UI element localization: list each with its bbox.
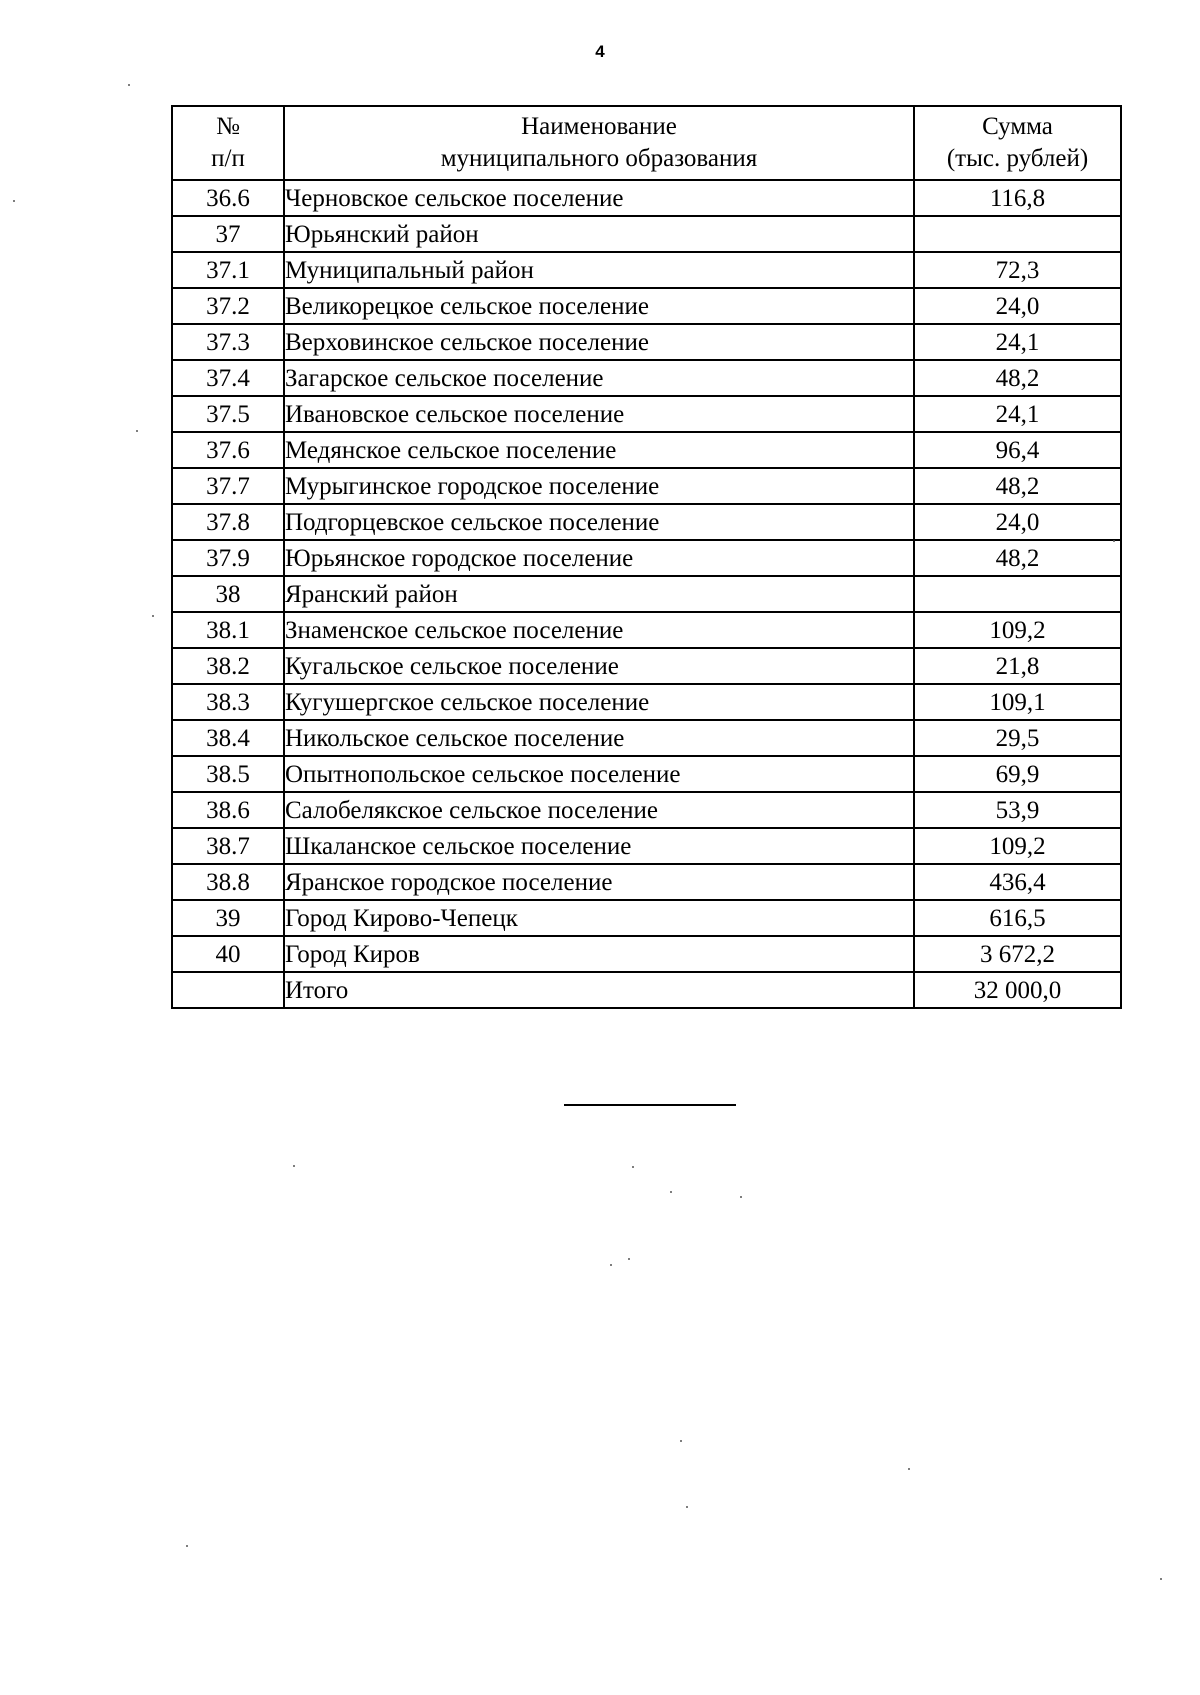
- row-number-cell: 37.1: [172, 252, 284, 288]
- municipality-name-cell: Никольское сельское поселение: [284, 720, 914, 756]
- amount-cell: 3 672,2: [914, 936, 1121, 972]
- amount-cell: 32 000,0: [914, 972, 1121, 1008]
- header-name-line1: Наименование: [521, 112, 677, 140]
- municipality-name-cell: Медянское сельское поселение: [284, 432, 914, 468]
- amount-cell: 69,9: [914, 756, 1121, 792]
- header-number: [172, 106, 284, 180]
- header-row: [172, 106, 1121, 180]
- header-sum-line2: (тыс. рублей): [946, 145, 1089, 172]
- municipality-name-cell: Верховинское сельское поселение: [284, 324, 914, 360]
- row-number-cell: [172, 972, 284, 1008]
- header-name: [284, 106, 914, 180]
- municipality-name-cell: Подгорцевское сельское поселение: [284, 504, 914, 540]
- table-row: [172, 720, 1121, 756]
- scan-speck: [128, 84, 130, 86]
- row-number-cell: 38.4: [172, 720, 284, 756]
- municipality-name-cell: Ивановское сельское поселение: [284, 396, 914, 432]
- table-row: [172, 252, 1121, 288]
- table-row: [172, 180, 1121, 216]
- amount-cell: 109,2: [914, 828, 1121, 864]
- municipality-name-cell: Мурыгинское городское поселение: [284, 468, 914, 504]
- scan-speck: [686, 1506, 688, 1508]
- amount-cell: 109,2: [914, 612, 1121, 648]
- table-row: [172, 468, 1121, 504]
- table-header: [172, 106, 1121, 180]
- municipality-name-cell: Шкаланское сельское поселение: [284, 828, 914, 864]
- table-row: [172, 432, 1121, 468]
- header-number-line2: п/п: [211, 145, 245, 172]
- row-number-cell: 37.8: [172, 504, 284, 540]
- amount-cell: 616,5: [914, 900, 1121, 936]
- scan-speck: [1160, 1578, 1162, 1580]
- row-number-cell: 40: [172, 936, 284, 972]
- amount-cell: 48,2: [914, 360, 1121, 396]
- scan-speck: [1113, 540, 1115, 542]
- allocation-table-container: [171, 105, 1120, 1009]
- table-row: [172, 540, 1121, 576]
- header-name-line2: муниципального образования: [440, 145, 758, 172]
- row-number-cell: 36.6: [172, 180, 284, 216]
- table-row: [172, 360, 1121, 396]
- scan-speck: [136, 430, 138, 432]
- table-row: [172, 972, 1121, 1008]
- amount-cell: 109,1: [914, 684, 1121, 720]
- row-number-cell: 38.1: [172, 612, 284, 648]
- closing-separator-line: [564, 1104, 736, 1106]
- scan-speck: [680, 1440, 682, 1442]
- amount-cell: 24,0: [914, 288, 1121, 324]
- scan-speck: [670, 1191, 672, 1193]
- row-number-cell: 37.9: [172, 540, 284, 576]
- table-row: [172, 324, 1121, 360]
- municipality-name-cell: Город Киров: [284, 936, 914, 972]
- amount-cell: 24,1: [914, 324, 1121, 360]
- municipality-name-cell: Итого: [284, 972, 914, 1008]
- row-number-cell: 37: [172, 216, 284, 252]
- municipality-name-cell: Кугальское сельское поселение: [284, 648, 914, 684]
- table-row: [172, 792, 1121, 828]
- amount-cell: 29,5: [914, 720, 1121, 756]
- amount-cell: 116,8: [914, 180, 1121, 216]
- municipality-name-cell: Великорецкое сельское поселение: [284, 288, 914, 324]
- table-row: [172, 828, 1121, 864]
- amount-cell: 48,2: [914, 540, 1121, 576]
- scan-speck: [13, 200, 15, 202]
- table-row: [172, 612, 1121, 648]
- row-number-cell: 37.5: [172, 396, 284, 432]
- amount-cell: 21,8: [914, 648, 1121, 684]
- row-number-cell: 38: [172, 576, 284, 612]
- page-number: 4: [595, 42, 605, 61]
- row-number-cell: 37.7: [172, 468, 284, 504]
- amount-cell: 24,1: [914, 396, 1121, 432]
- table-row: [172, 504, 1121, 540]
- row-number-cell: 38.3: [172, 684, 284, 720]
- scan-speck: [293, 1165, 295, 1167]
- amount-cell: [914, 576, 1121, 612]
- scan-speck: [908, 1468, 910, 1470]
- table-row: [172, 396, 1121, 432]
- row-number-cell: 37.4: [172, 360, 284, 396]
- allocation-table: [171, 105, 1122, 1009]
- amount-cell: 48,2: [914, 468, 1121, 504]
- amount-cell: 24,0: [914, 504, 1121, 540]
- table-body: [172, 180, 1121, 1008]
- scan-speck: [628, 1258, 630, 1260]
- table-row: [172, 288, 1121, 324]
- row-number-cell: 37.6: [172, 432, 284, 468]
- municipality-name-cell: Загарское сельское поселение: [284, 360, 914, 396]
- municipality-name-cell: Яранский район: [284, 576, 914, 612]
- amount-cell: 436,4: [914, 864, 1121, 900]
- row-number-cell: 37.2: [172, 288, 284, 324]
- table-row: [172, 756, 1121, 792]
- municipality-name-cell: Кугушергское сельское поселение: [284, 684, 914, 720]
- header-number-line1: №: [216, 112, 240, 140]
- row-number-cell: 39: [172, 900, 284, 936]
- row-number-cell: 38.6: [172, 792, 284, 828]
- municipality-name-cell: Черновское сельское поселение: [284, 180, 914, 216]
- table-row: [172, 936, 1121, 972]
- amount-cell: 96,4: [914, 432, 1121, 468]
- row-number-cell: 38.7: [172, 828, 284, 864]
- row-number-cell: 38.5: [172, 756, 284, 792]
- municipality-name-cell: Знаменское сельское поселение: [284, 612, 914, 648]
- row-number-cell: 37.3: [172, 324, 284, 360]
- municipality-name-cell: Яранское городское поселение: [284, 864, 914, 900]
- scan-speck: [152, 615, 154, 617]
- municipality-name-cell: Юрьянский район: [284, 216, 914, 252]
- table-row: [172, 864, 1121, 900]
- municipality-name-cell: Опытнопольское сельское поселение: [284, 756, 914, 792]
- table-row: [172, 684, 1121, 720]
- table-row: [172, 216, 1121, 252]
- amount-cell: 72,3: [914, 252, 1121, 288]
- municipality-name-cell: Салобелякское сельское поселение: [284, 792, 914, 828]
- municipality-name-cell: Город Кирово-Чепецк: [284, 900, 914, 936]
- amount-cell: [914, 216, 1121, 252]
- municipality-name-cell: Муниципальный район: [284, 252, 914, 288]
- table-row: [172, 648, 1121, 684]
- table-row: [172, 576, 1121, 612]
- amount-cell: 53,9: [914, 792, 1121, 828]
- scan-speck: [186, 1545, 188, 1547]
- row-number-cell: 38.8: [172, 864, 284, 900]
- scan-speck: [632, 1166, 634, 1168]
- header-sum: [914, 106, 1121, 180]
- header-sum-line1: Сумма: [982, 112, 1053, 140]
- municipality-name-cell: Юрьянское городское поселение: [284, 540, 914, 576]
- table-row: [172, 900, 1121, 936]
- scan-speck: [610, 1264, 612, 1266]
- row-number-cell: 38.2: [172, 648, 284, 684]
- scan-speck: [740, 1196, 742, 1198]
